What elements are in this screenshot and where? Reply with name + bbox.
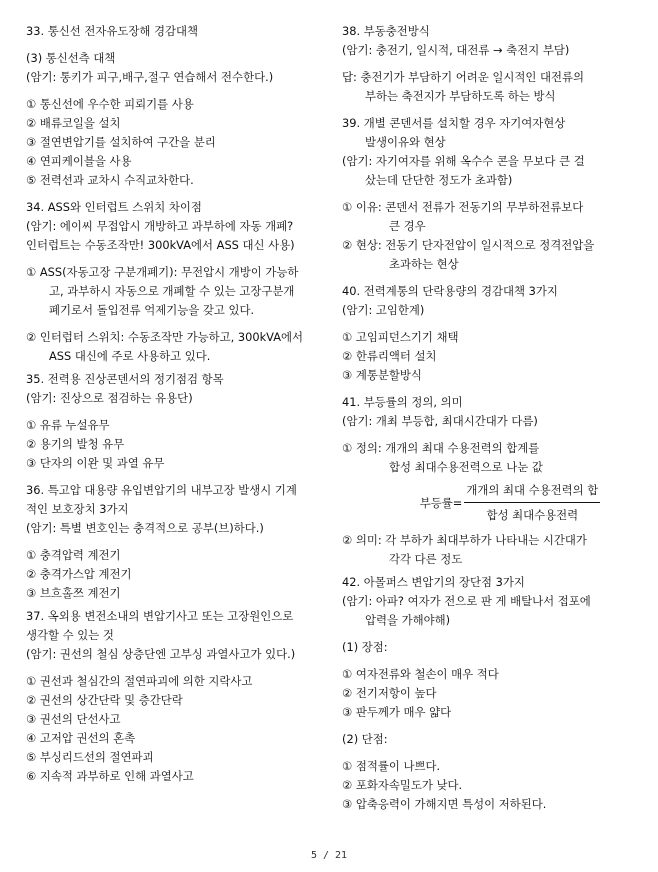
text-line: 42. 아몰퍼스 변압기의 장단점 3가지 [342, 575, 525, 589]
spacer [26, 473, 326, 481]
text-line: ② 포화자속밀도가 낮다. [342, 778, 463, 792]
text-line: ② 현상: 전동기 단자전압이 일시적으로 정격전압을 [342, 238, 595, 252]
text-line: ② 권선의 상간단락 및 층간단락 [26, 693, 183, 707]
text-line: 압력을 가해야해) [365, 613, 451, 627]
formula-fraction [464, 481, 600, 525]
text-line: ④ 연피케이블을 사용 [26, 154, 132, 168]
spacer [342, 749, 638, 757]
text-line: ① ASS(자동고장 구분개폐기): 무전압시 개방이 가능하 [26, 265, 299, 279]
text-line: 샀는데 단단한 정도가 초과함) [365, 173, 513, 187]
right-column [342, 22, 638, 814]
spacer [26, 538, 326, 546]
text-line: ⑤ 전력선과 교차시 수직교차한다. [26, 173, 194, 187]
text-line: ③ 판두께가 매우 얇다 [342, 705, 452, 719]
formula-numerator: 개개의 최대 수용전력의 합 [464, 481, 600, 503]
text-line: 38. 부동충전방식 [342, 24, 430, 38]
text-line: 초과하는 현상 [389, 257, 459, 271]
spacer [26, 320, 326, 328]
text-line: (암기: 개최 부등합, 최대시간대가 다름) [342, 414, 538, 428]
text-line: 생각할 수 있는 것 [26, 628, 114, 642]
text-line: 39. 개별 콘덴서를 설치할 경우 자기여자현상 [342, 116, 566, 130]
text-line: (암기: 충전기, 일시적, 대전류 → 축전지 부담) [342, 43, 570, 57]
formula-label: 부등률= [419, 495, 463, 510]
text-line: ③ 단자의 이완 및 과열 유무 [26, 456, 165, 470]
text-line: ② 인터럽터 스위치: 수동조작만 가능하고, 300kVA에서 [26, 330, 304, 344]
text-line: ① 권선과 철심간의 절연파괴에 의한 지락사고 [26, 674, 253, 688]
text-line: 합성 최대수용전력으로 나눈 값 [389, 460, 543, 474]
text-line: 발생이유와 현상 [365, 135, 446, 149]
spacer [342, 60, 638, 68]
spacer [342, 657, 638, 665]
spacer [26, 664, 326, 672]
text-line: 35. 전력용 진상콘덴서의 정기점검 항목 [26, 372, 224, 386]
text-line: (암기: 자기여자를 위해 옥수수 콘을 무보다 큰 걸 [342, 154, 585, 168]
text-line: 답: 충전기가 부담하기 어려운 일시적인 대전류의 [342, 70, 585, 84]
text-line: (암기: 권선의 철심 상층단엔 고부싱 과열사고가 있다.) [26, 647, 296, 661]
text-line: ① 점적률이 나쁘다. [342, 759, 441, 773]
text-line: ① 충격압력 계전기 [26, 548, 121, 562]
text-line: ① 통신선에 우수한 피뢰기를 사용 [26, 97, 194, 111]
text-line: ③ 권선의 단선사고 [26, 712, 121, 726]
text-line: ① 여자전류와 철손이 매우 적다 [342, 667, 499, 681]
spacer [26, 87, 326, 95]
text-line: ① 정의: 개개의 최대 수용전력의 합계를 [342, 441, 540, 455]
text-line: ① 고임피던스기기 채택 [342, 330, 459, 344]
formula-denominator: 합성 최대수용전력 [486, 508, 579, 522]
spacer [26, 41, 326, 49]
spacer [342, 431, 638, 439]
text-line: ② 배류코일을 설치 [26, 116, 121, 130]
text-line: ② 충격가스압 계전기 [26, 567, 132, 581]
text-line: (암기: 에이씨 무접압시 개방하고 과부하에 자동 개폐? [26, 219, 294, 233]
left-column [26, 22, 326, 786]
text-line: ASS 대신에 주로 사용하고 있다. [49, 349, 211, 363]
spacer [342, 385, 638, 393]
text-line: 41. 부등률의 정의, 의미 [342, 395, 463, 409]
text-line: (암기: 아파? 여자가 전으로 판 게 배탈나서 접포에 [342, 594, 591, 608]
text-line: ① 유류 누설유무 [26, 418, 110, 432]
text-line: ③ 압축응력이 가해지면 특성이 저하된다. [342, 797, 547, 811]
spacer [26, 408, 326, 416]
text-line: (3) 통신선측 대책 [26, 51, 116, 65]
text-line: 각각 다른 정도 [389, 552, 463, 566]
text-line: 37. 옥외용 변전소내의 변압기사고 또는 고장원인으로 [26, 609, 294, 623]
text-line: ② 한류리액터 설치 [342, 349, 437, 363]
text-line: (암기: 통키가 피구,배구,절구 연습해서 전수한다.) [26, 70, 274, 84]
spacer [342, 722, 638, 730]
text-line: ② 용기의 발청 유무 [26, 437, 125, 451]
text-line: ① 이유: 콘덴서 전류가 전동기의 무부하전류보다 [342, 200, 584, 214]
spacer [342, 630, 638, 638]
text-line: 폐기로서 돌입전류 억제기능을 갖고 있다. [49, 303, 255, 317]
section-heading: 33. 통신선 전자유도장해 경감대책 [26, 24, 199, 38]
spacer [342, 106, 638, 114]
text-line: 40. 전력계통의 단락용량의 경감대책 3가지 [342, 284, 558, 298]
text-line: ⑥ 지속적 과부하로 인해 과열사고 [26, 769, 194, 783]
page-number: 5 / 21 [310, 850, 348, 861]
text-line: 34. ASS와 인터럽트 스위치 차이점 [26, 200, 202, 214]
text-line: ③ 계통분할방식 [342, 368, 422, 382]
spacer [26, 255, 326, 263]
text-line: ④ 고저압 권선의 혼촉 [26, 731, 136, 745]
text-line: 36. 특고압 대용량 유입변압기의 내부고장 발생시 기계 [26, 483, 297, 497]
text-line: ③ 절연변압기를 설치하여 구간을 분리 [26, 135, 216, 149]
spacer [342, 320, 638, 328]
spacer [26, 190, 326, 198]
text-line: (2) 단점: [342, 732, 388, 746]
diversity-factor-formula [382, 481, 638, 525]
spacer [342, 190, 638, 198]
text-line: (암기: 특별 변호인는 충격적으로 공부(브)하다.) [26, 521, 264, 535]
text-line: (암기: 진상으로 점검하는 유용단) [26, 391, 193, 405]
text-line: (암기: 고임한계) [342, 303, 425, 317]
text-line: 인터럽트는 수동조작만! 300kVA에서 ASS 대신 사용) [26, 238, 295, 252]
text-line: (1) 장점: [342, 640, 388, 654]
text-line: ② 의미: 각 부하가 최대부하가 나타내는 시간대가 [342, 533, 587, 547]
text-line: 적인 보호장치 3가지 [26, 502, 129, 516]
text-line: ③ 브흐홀쯔 계전기 [26, 586, 121, 600]
text-line: ② 전기저항이 높다 [342, 686, 437, 700]
text-line: 큰 경우 [389, 219, 426, 233]
text-line: ⑤ 부싱리드선의 절연파괴 [26, 750, 154, 764]
text-line: 부하는 축전지가 부담하도록 하는 방식 [365, 89, 556, 103]
text-line: 고, 과부하시 자동으로 개폐할 수 있는 고장구분개 [49, 284, 295, 298]
spacer [342, 274, 638, 282]
